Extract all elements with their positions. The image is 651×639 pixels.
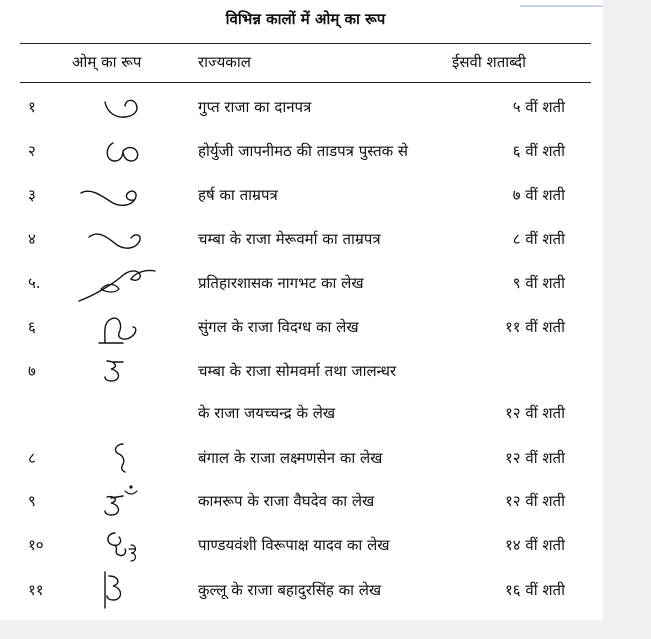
table-row — [20, 217, 591, 261]
row-number: ७ — [28, 362, 36, 380]
row-number: ८ — [28, 449, 36, 467]
header-symbol: ओम् का रूप — [72, 53, 142, 71]
row-century: १२ वीं शती — [505, 492, 565, 510]
om-variant-8-icon — [75, 436, 170, 480]
row-number: ५. — [28, 274, 41, 292]
table-row — [20, 85, 591, 129]
row-number: २ — [28, 142, 36, 160]
table-title: विभिन्न कालों में ओम् का रूप — [225, 10, 386, 28]
row-period: बंगाल के राजा लक्ष्मणसेन का लेख — [198, 449, 383, 467]
om-variant-6-icon — [75, 305, 170, 349]
header-top-rule — [20, 43, 591, 44]
row-number: ६ — [28, 318, 36, 336]
row-number: ३ — [28, 186, 36, 204]
row-period: चम्बा के राजा सोमवर्मा तथा जालन्धर — [198, 362, 397, 380]
row-period: गुप्त राजा का दानपत्र — [198, 98, 312, 116]
row-century: ६ वीं शती — [512, 142, 565, 160]
table-row — [20, 261, 591, 305]
om-variant-3-icon — [75, 173, 170, 217]
row-period: कुल्लू के राजा बहादुरसिंह का लेख — [198, 581, 382, 599]
table-row — [20, 436, 591, 480]
row-period: के राजा जयच्चन्द्र के लेख — [198, 404, 336, 422]
row-century: १२ वीं शती — [505, 449, 565, 467]
table-row — [20, 479, 591, 523]
row-century: ५ वीं शती — [512, 98, 565, 116]
row-number: १ — [28, 98, 36, 116]
om-variant-5-icon — [75, 261, 170, 305]
row-century: १६ वीं शती — [505, 581, 565, 599]
row-period: कामरूप के राजा वैघदेव का लेख — [198, 492, 375, 510]
om-variant-1-icon — [75, 85, 170, 129]
row-century: १४ वीं शती — [505, 536, 565, 554]
row-century: १२ वीं शती — [505, 404, 565, 422]
om-variant-9-icon — [75, 479, 170, 523]
header-century: ईसवी शताब्दी — [452, 53, 526, 71]
table-row — [20, 129, 591, 173]
om-variant-11-icon — [75, 568, 170, 612]
row-number: १० — [28, 536, 44, 554]
row-number: ९ — [28, 492, 36, 510]
table-row — [20, 349, 591, 393]
om-variant-4-icon — [75, 217, 170, 261]
om-variant-7-icon — [75, 349, 170, 393]
table-row — [20, 391, 591, 435]
row-period: सुंगल के राजा विदग्ध का लेख — [198, 318, 359, 336]
row-number: ४ — [28, 230, 36, 248]
row-period: प्रतिहारशासक नागभट का लेख — [198, 274, 364, 292]
table-row — [20, 568, 591, 612]
row-century: ८ वीं शती — [512, 230, 565, 248]
table-row — [20, 305, 591, 349]
row-period: चम्बा के राजा मेरूवर्मा का ताम्रपत्र — [198, 230, 381, 248]
row-period: पाण्डयवंशी विरूपाक्ष यादव का लेख — [198, 536, 390, 554]
row-period: हर्ष का ताम्रपत्र — [198, 186, 278, 204]
row-number: ११ — [28, 581, 44, 599]
header-period: राज्यकाल — [198, 53, 251, 71]
header-bottom-rule — [20, 82, 591, 83]
om-variant-10-icon — [75, 523, 170, 567]
row-century: ११ वीं शती — [505, 318, 565, 336]
om-variant-2-icon — [75, 129, 170, 173]
row-century: ७ वीं शती — [512, 186, 565, 204]
row-century: ९ वीं शती — [512, 274, 565, 292]
row-period: होर्युजी जापनीमठ की ताडपत्र पुस्तक से — [198, 142, 409, 160]
table-row — [20, 173, 591, 217]
table-row — [20, 523, 591, 567]
